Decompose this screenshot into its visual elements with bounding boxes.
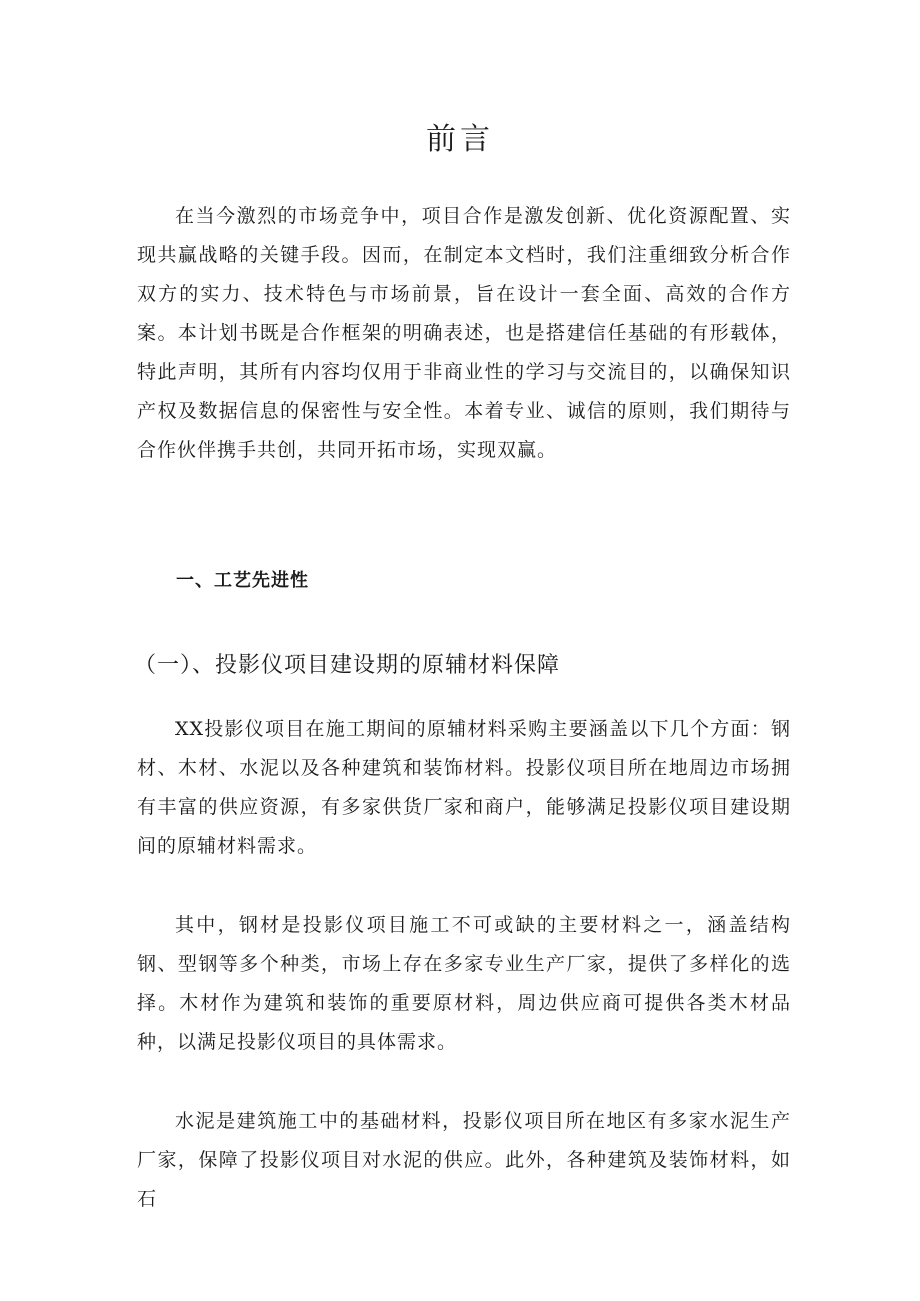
- subsection-heading: （一）、投影仪项目建设期的原辅材料保障: [134, 653, 561, 678]
- body-paragraph-3: 水泥是建筑施工中的基础材料，投影仪项目所在地区有多家水泥生产厂家，保障了投影仪项目对水泥的供应。此外，各种建筑及装饰材料，如石: [137, 1110, 791, 1210]
- body-paragraph-1: XX投影仪项目在施工期间的原辅材料采购主要涵盖以下几个方面：钢材、木材、水泥以及各种建筑和装饰材料。投影仪项目所在地周边市场拥有丰富的供应资源，有多家供货厂家和商户，能够满足投影仪项目建设期间的原辅材料需求。: [137, 718, 791, 857]
- section-heading: 一、工艺先进性: [176, 570, 309, 591]
- body-paragraph-2: 其中，钢材是投影仪项目施工不可或缺的主要材料之一，涵盖结构钢、型钢等多个种类，市场上存在多家专业生产厂家，提供了多样化的选择。木材作为建筑和装饰的重要原材料，周边供应商可提供各类木材品种，以满足投影仪项目的具体需求。: [137, 914, 791, 1053]
- intro-paragraph: 在当今激烈的市场竞争中，项目合作是激发创新、优化资源配置、实现共赢战略的关键手段。因而，在制定本文档时，我们注重细致分析合作双方的实力、技术特色与市场前景，旨在设计一套全面、高效的合作方案。本计划书既是合作框架的明确表述，也是搭建信任基础的有形载体，特此声明，其所有内容均仅用于非商业性的学习与交流目的，以确保知识产权及数据信息的保密性与安全性。本着专业、诚信的原则，我们期待与合作伙伴携手共创，共同开拓市场，实现双赢。: [137, 205, 791, 461]
- page-title: 前言: [426, 122, 494, 157]
